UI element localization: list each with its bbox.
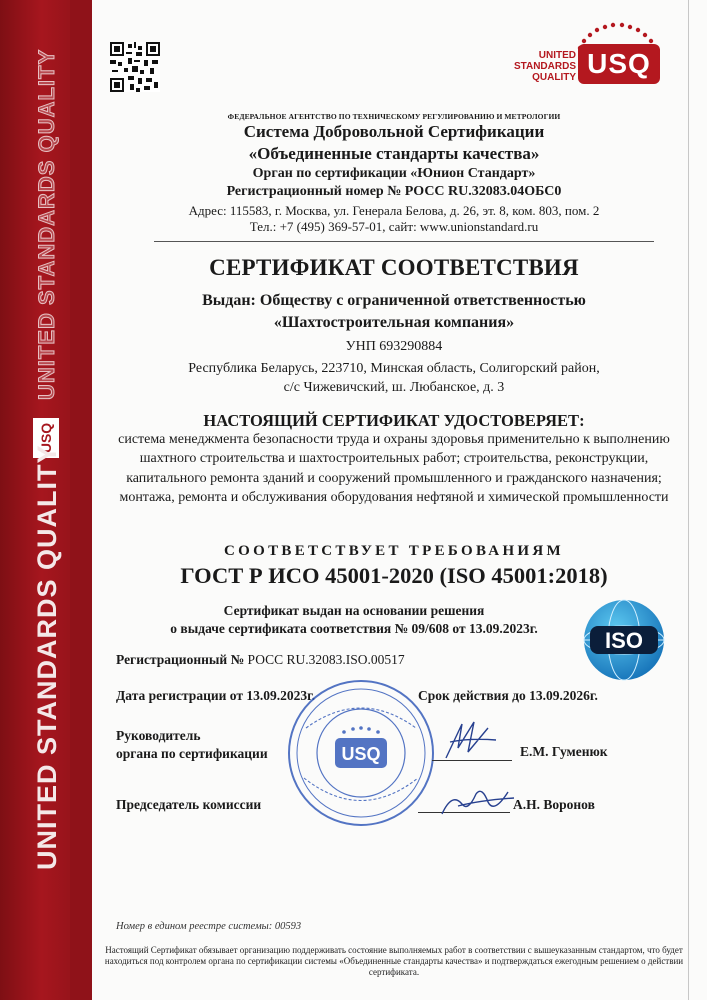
brand-word-3: QUALITY	[532, 72, 576, 83]
system-reg-number: Регистрационный номер № РОСС RU.32083.04ОБС0	[226, 184, 562, 199]
expiry-date: Срок действия до 13.09.2026г.	[418, 688, 598, 703]
qr-code-icon	[110, 42, 160, 92]
basis-line2: о выдаче сертификата соответствия № 09/608 от 13.09.2023г.	[170, 621, 538, 636]
brand-wordmark	[510, 50, 576, 83]
chair-signature-icon	[438, 784, 518, 820]
reg-number-label: Регистрационный №	[116, 652, 245, 667]
registration-number-line	[116, 652, 405, 668]
head-label-line1: Руководитель	[116, 728, 201, 743]
band-vertical-text-bottom: UNITED STANDARDS QUALITY	[32, 444, 62, 870]
organ-address: Адрес: 115583, г. Москва, ул. Генерала Белова, д. 26, эт. 8, ком. 803, пом. 2	[188, 203, 600, 218]
issued-to-line2: «Шахтостроительная компания»	[273, 314, 515, 331]
right-border-line	[688, 0, 689, 1000]
agency-line: ФЕДЕРАЛЬНОЕ АГЕНТСТВО ПО ТЕХНИЧЕСКОМУ РЕГУЛИРОВАНИЮ И МЕТРОЛОГИИ	[227, 112, 561, 121]
registration-date: Дата регистрации от 13.09.2023г.	[116, 688, 316, 703]
registry-number: Номер в едином реестре системы: 00593	[116, 921, 302, 932]
head-label-line2: органа по сертификации	[116, 746, 268, 761]
brand-word-2: STANDARDS	[513, 61, 576, 72]
head-signature-icon	[440, 718, 500, 766]
chair-name: А.Н. Воронов	[513, 797, 595, 812]
band-curve	[70, 0, 92, 1000]
standard-name: ГОСТ Р ИСО 45001-2020 (ISO 45001:2018)	[180, 563, 608, 588]
head-name: Е.М. Гуменюк	[520, 744, 608, 759]
brand-word-1: UNITED	[538, 50, 576, 61]
organ-contacts: Тел.: +7 (495) 369-57-01, сайт: www.unionstandard.ru	[249, 219, 539, 234]
usq-logo-box: USQ	[578, 44, 660, 84]
complies-heading: СООТВЕТСТВУЕТ ТРЕБОВАНИЯМ	[224, 543, 564, 559]
chair-label: Председатель комиссии	[116, 797, 262, 812]
unp-number: УНП 693290884	[345, 339, 443, 354]
reg-number-value: РОСС RU.32083.ISO.00517	[247, 652, 405, 667]
certification-body: Орган по сертификации «Юнион Стандарт»	[252, 166, 536, 181]
left-brand-band	[0, 0, 92, 1000]
usq-stamp-icon	[286, 678, 436, 828]
stamp-center-text: USQ	[341, 744, 381, 764]
certification-scope: система менеджмента безопасности труда и охраны здоровья применительно к выполнению шахтного строительства и шахтостроительных работ; строительства, реконструкции, капитального ремонта зданий и сооружений промышленного и гражданского назначения; монтажа, ремонта и обслуживания оборудования нефтяной и химической промышленности	[118, 432, 670, 505]
certificate-title: СЕРТИФИКАТ СООТВЕТСТВИЯ	[209, 255, 579, 280]
band-logo-text: USQ	[38, 422, 54, 454]
holder-address-line2: с/с Чижевичский, ш. Любанское, д. 3	[283, 380, 505, 395]
footer-note: Настоящий Сертификат обязывает организацию поддерживать состояние выполняемых работ в соответствии с вышеуказанным стандартом, что будет находиться под контролем органа по сертификации системы «Объединенные стандарты качества» и подтверждаться ежегодным решением о действии сертификата.	[104, 945, 684, 977]
certifies-heading: НАСТОЯЩИЙ СЕРТИФИКАТ УДОСТОВЕРЯЕТ:	[203, 411, 585, 430]
system-name-line1: Система Добровольной Сертификации	[243, 122, 545, 141]
iso-badge-icon	[582, 598, 666, 682]
issued-to-line1: Выдан: Обществу с ограниченной ответственностью	[202, 292, 586, 309]
iso-badge-text: ISO	[605, 628, 643, 653]
header-divider	[154, 241, 654, 242]
system-name-line2: «Объединенные стандарты качества»	[248, 144, 540, 163]
band-vertical-text-top: UNITED STANDARDS QUALITY	[34, 48, 59, 400]
holder-address-line1: Республика Беларусь, 223710, Минская область, Солигорский район,	[188, 361, 600, 376]
basis-line1: Сертификат выдан на основании решения	[223, 603, 485, 618]
